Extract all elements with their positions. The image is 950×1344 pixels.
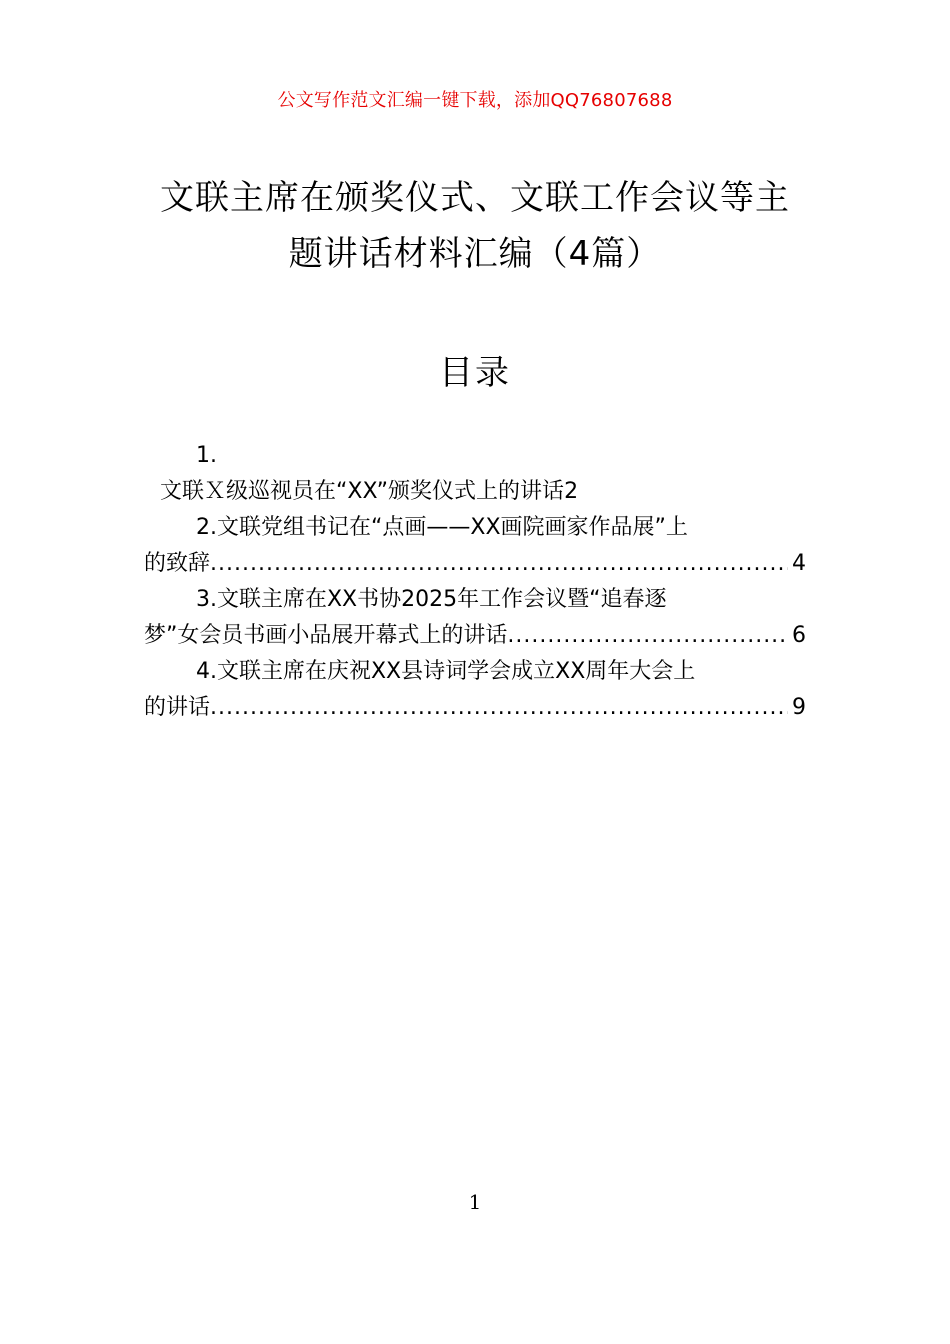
page-number: 1 [468, 1190, 482, 1214]
toc-entry-title-continued: 的讲话 [144, 695, 211, 720]
toc-entry-number [144, 438, 806, 474]
toc-entry-line [144, 618, 806, 654]
toc-entry-page: 4 [792, 551, 806, 576]
toc-entry-line [144, 510, 806, 546]
toc-heading: 目录 [439, 353, 511, 393]
toc-entry-line [144, 654, 806, 690]
toc-leader-dots [210, 546, 788, 582]
toc-leader-dots [507, 618, 788, 654]
toc-entry-page: 2 [564, 479, 579, 504]
toc-entry-3[interactable] [144, 582, 806, 654]
toc-entry-line [144, 474, 806, 510]
toc-entry-line [144, 582, 806, 618]
header-download-note: 公文写作范文汇编一键下载，添加QQ76807688 [277, 90, 673, 111]
toc-entry-page: 9 [792, 695, 806, 720]
toc-entry-title-continued: 梦”女会员书画小品展开幕式上的讲话 [144, 623, 508, 648]
table-of-contents [144, 438, 806, 726]
toc-entry-line [144, 546, 806, 582]
toc-entry-title-continued: 的致辞 [144, 551, 211, 576]
toc-entry-4[interactable] [144, 654, 806, 726]
toc-entry-title: 4.文联主席在庆祝XX县诗词学会成立XX周年大会上 [196, 659, 696, 684]
toc-entry-title: 3.文联主席在XX书协2025年工作会议暨“追春逐 [196, 587, 667, 612]
document-title [140, 170, 810, 282]
toc-entry-title: 文联Ｘ级巡视员在“XX”颁奖仪式上的讲话 [160, 479, 565, 504]
toc-entry-page: 6 [792, 623, 806, 648]
toc-leader-dots [210, 690, 788, 726]
toc-entry-1[interactable] [144, 438, 806, 510]
toc-entry-line [144, 690, 806, 726]
toc-entry-number-text: 1. [196, 443, 217, 468]
toc-entry-title: 2.文联党组书记在“点画——XX画院画家作品展”上 [196, 515, 688, 540]
document-title-line-2: 题讲话材料汇编（4篇） [288, 234, 662, 274]
document-title-line-1: 文联主席在颁奖仪式、文联工作会议等主 [160, 178, 790, 218]
toc-entry-2[interactable] [144, 510, 806, 582]
